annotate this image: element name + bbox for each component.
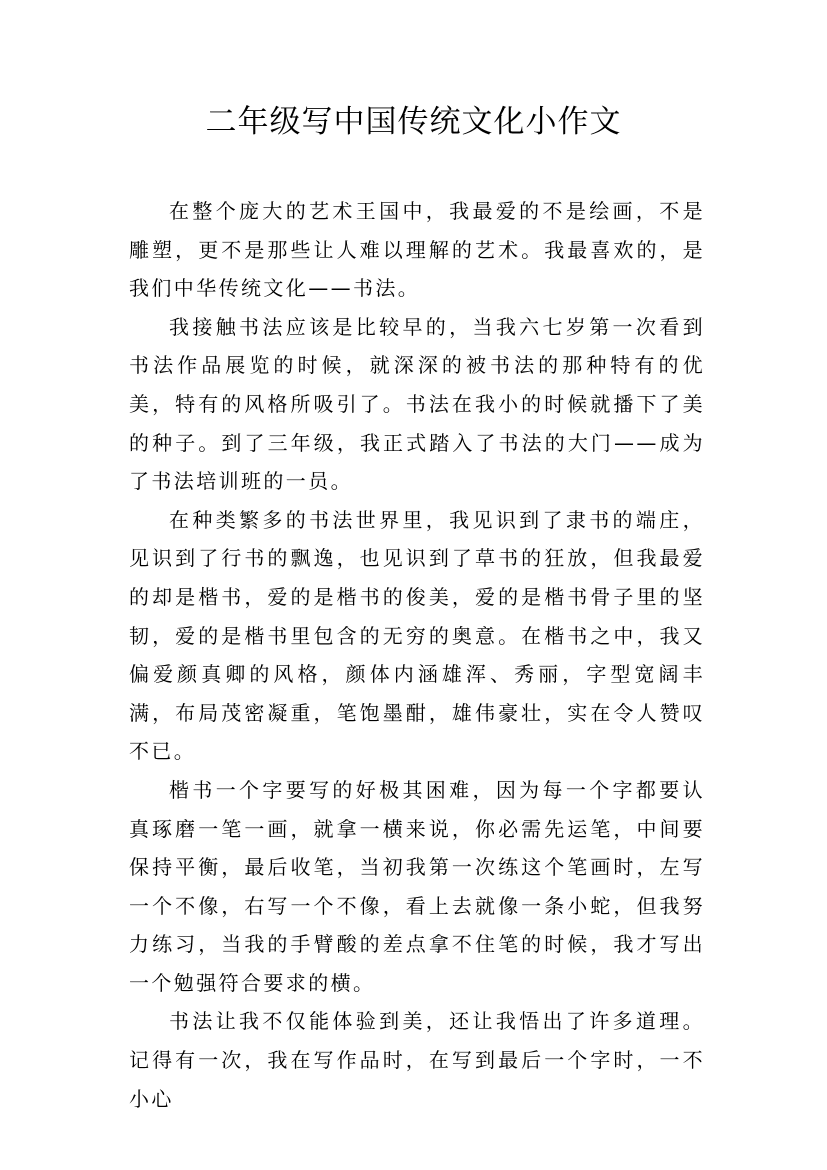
document-title: 二年级写中国传统文化小作文 xyxy=(205,104,622,140)
paragraph-3: 在种类繁多的书法世界里，我见识到了隶书的端庄，见识到了行书的飘逸，也见识到了草书的狂放，但我最爱的却是楷书，爱的是楷书的俊美，爱的是楷书骨子里的坚韧，爱的是楷书里包含的无穷的奥意。在楷书之中，我又偏爱颜真卿的风格，颜体内涵雄浑、秀丽，字型宽阔丰满，布局茂密凝重，笔饱墨酣，雄伟豪壮，实在令人赞叹不已。 xyxy=(129,507,705,764)
paragraph-1: 在整个庞大的艺术王国中，我最爱的不是绘画，不是雕塑，更不是那些让人难以理解的艺术。我最喜欢的，是我们中华传统文化——书法。 xyxy=(129,199,705,301)
paragraph-2: 我接触书法应该是比较早的，当我六七岁第一次看到书法作品展览的时候，就深深的被书法的那种特有的优美，特有的风格所吸引了。书法在我小的时候就播下了美的种子。到了三年级，我正式踏入了书法的大门——成为了书法培训班的一员。 xyxy=(129,314,705,494)
paragraph-5: 书法让我不仅能体验到美，还让我悟出了许多道理。记得有一次，我在写作品时，在写到最后一个字时，一不小心 xyxy=(129,1009,705,1111)
paragraph-4: 楷书一个字要写的好极其困难，因为每一个字都要认真琢磨一笔一画，就拿一横来说，你必需先运笔，中间要保持平衡，最后收笔，当初我第一次练这个笔画时，左写一个不像，右写一个不像，看上去就像一条小蛇，但我努力练习，当我的手臂酸的差点拿不住笔的时候，我才写出一个勉强符合要求的横。 xyxy=(129,777,705,995)
document-body xyxy=(129,192,705,1118)
